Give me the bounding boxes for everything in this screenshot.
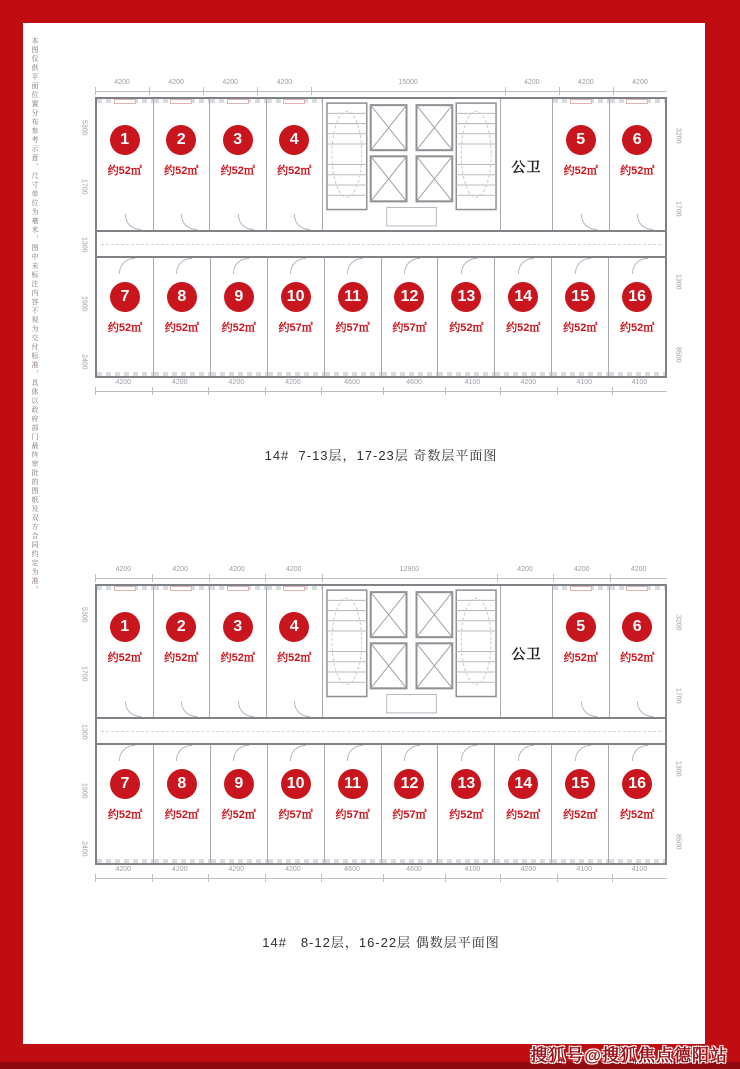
unit-cell: [97, 745, 153, 863]
unit-cell: [552, 586, 609, 717]
dim-label: 4200: [229, 566, 245, 573]
dim-label: 8500: [674, 346, 682, 363]
dim-label: 4200: [228, 866, 245, 873]
unit-area-label: 约52㎡: [107, 809, 143, 821]
unit-cell: [494, 745, 551, 863]
unit-cell: [153, 99, 210, 230]
dim-segment: [208, 868, 265, 882]
vent-mark: [170, 586, 192, 591]
dim-segment: [95, 868, 152, 882]
watermark: 搜狐号@搜狐焦点德阳站: [530, 1046, 728, 1065]
dim-segment: [95, 568, 152, 582]
unit-area-label: 约57㎡: [392, 809, 427, 821]
dim-segment: [497, 568, 554, 582]
dim-label: 4200: [578, 79, 594, 86]
stairs-icon: [456, 590, 496, 696]
dimension-row-bottom: [95, 381, 667, 395]
elevator-core: [322, 99, 500, 230]
dim-label: 4200: [172, 566, 188, 573]
dim-label: 4200: [115, 566, 132, 573]
vent-mark: [626, 99, 648, 104]
unit-number-badge: 9: [224, 282, 254, 312]
elevator-stair-core-drawing: [323, 586, 500, 717]
dimension-row-top: [95, 81, 667, 95]
dim-label: 2400: [80, 353, 88, 370]
dim-label: 4200: [168, 79, 184, 86]
dim-label: 4600: [344, 866, 360, 873]
unit-area-label: 约52㎡: [164, 652, 199, 664]
vent-mark: [283, 99, 305, 104]
unit-area-label: 约57㎡: [278, 322, 313, 334]
unit-area-label: 约52㎡: [220, 165, 255, 177]
dim-label: 4200: [115, 866, 132, 873]
dim-label: 12900: [399, 566, 420, 573]
unit-number-badge: 16: [622, 769, 652, 799]
units-row-top: [97, 99, 665, 232]
unit-number-badge: 15: [565, 282, 595, 312]
unit-area-label: 约52㎡: [563, 322, 598, 334]
unit-area-label: 约52㎡: [506, 809, 541, 821]
unit-cell: [209, 99, 266, 230]
vent-mark: [283, 586, 305, 591]
unit-number-badge: 5: [566, 612, 596, 642]
stairs-icon: [327, 590, 367, 696]
stairs-icon: [327, 103, 367, 209]
unit-area-label: 约52㎡: [164, 809, 199, 821]
plan-caption: 14# 7-13层，17-23层 奇数层平面图: [264, 448, 498, 463]
unit-cell: [267, 745, 324, 863]
dim-label: 4200: [632, 79, 648, 86]
dim-label: 1700: [80, 178, 88, 195]
floorplan-panel: [23, 23, 705, 1044]
unit-cell: [608, 258, 665, 376]
dim-segment: [321, 381, 383, 395]
unit-cell: [267, 258, 324, 376]
unit-number-badge: 7: [110, 282, 140, 312]
dim-segment: [152, 381, 209, 395]
unit-cell: [552, 99, 609, 230]
unit-area-label: 约52㎡: [107, 165, 142, 177]
unit-area-label: 约52㎡: [506, 322, 541, 334]
dim-segment: [95, 381, 152, 395]
unit-number-badge: 8: [167, 769, 197, 799]
unit-number-badge: 2: [166, 612, 196, 642]
dim-label: 4600: [406, 379, 422, 386]
plan-body: [95, 97, 667, 378]
elevator-icon: [416, 592, 452, 688]
dim-label: 2400: [80, 840, 88, 857]
dim-segment: [445, 381, 500, 395]
dim-label: 4200: [285, 379, 301, 386]
dim-segment: [95, 81, 149, 95]
dim-label: 4100: [631, 866, 648, 873]
dim-label: 4200: [172, 379, 188, 386]
unit-cell: [209, 586, 266, 717]
dim-segment: [322, 568, 496, 582]
dim-label: 1300: [674, 760, 682, 777]
dim-label: 4100: [464, 866, 481, 873]
stairs-icon: [456, 103, 496, 209]
unit-cell: [153, 258, 210, 376]
unit-area-label: 约52㎡: [449, 809, 484, 821]
dim-label: 4600: [344, 379, 360, 386]
unit-area-label: 约52㎡: [620, 165, 655, 177]
unit-cell: [97, 99, 153, 230]
dim-label: 15000: [398, 79, 418, 86]
plan-body: [95, 584, 667, 865]
vent-mark: [170, 99, 192, 104]
dim-label: 4200: [520, 379, 537, 386]
dim-segment: [383, 868, 445, 882]
unit-number-badge: 14: [508, 769, 538, 799]
dim-label: 4100: [464, 379, 481, 386]
dim-label: 4200: [517, 566, 533, 573]
corridor: [97, 719, 665, 745]
dim-label: 1700: [80, 665, 88, 682]
dimension-column-right: [672, 99, 684, 391]
unit-area-label: 约52㎡: [107, 322, 143, 334]
dim-segment: [257, 81, 311, 95]
dim-label: 4100: [576, 379, 593, 386]
dim-segment: [613, 81, 667, 95]
disclaimer-vertical-text: 本图仅供平面位置分布参考示意，尺寸单位为毫米，图中未标注内容不视为交付标准，具体以政府部门最终审批的图纸及双方合同约定为准。: [31, 37, 38, 595]
dim-segment: [321, 868, 383, 882]
dim-label: 4200: [276, 79, 293, 86]
vent-mark: [114, 586, 136, 591]
unit-number-badge: 12: [394, 282, 424, 312]
unit-number-badge: 16: [622, 282, 652, 312]
dim-label: 5300: [80, 607, 88, 623]
unit-number-badge: 11: [338, 769, 368, 799]
unit-cell: [210, 745, 267, 863]
dim-segment: [612, 868, 667, 882]
dim-label: 3200: [674, 614, 682, 631]
dim-label: 4200: [630, 566, 647, 573]
floor-plan: [80, 566, 682, 951]
dim-segment: [500, 868, 557, 882]
unit-number-badge: 3: [223, 612, 253, 642]
dim-label: 4200: [115, 379, 132, 386]
dim-segment: [612, 381, 667, 395]
unit-area-label: 约57㎡: [335, 809, 370, 821]
dim-segment: [383, 381, 445, 395]
unit-cell: [437, 745, 494, 863]
unit-cell: [551, 745, 608, 863]
unit-area-label: 约57㎡: [335, 322, 370, 334]
dim-label: 1700: [674, 200, 682, 217]
units-row-bottom: [97, 745, 665, 863]
unit-cell: [210, 258, 267, 376]
unit-area-label: 约52㎡: [619, 809, 655, 821]
unit-area-label: 约57㎡: [278, 809, 313, 821]
dimension-row-bottom: [95, 868, 667, 882]
unit-number-badge: 6: [622, 125, 652, 155]
vent-mark: [114, 99, 136, 104]
dim-segment: [557, 381, 612, 395]
unit-number-badge: 5: [566, 125, 596, 155]
unit-area-label: 约52㎡: [221, 809, 256, 821]
unit-cell: [609, 586, 666, 717]
unit-area-label: 约52㎡: [449, 322, 484, 334]
dim-label: 1300: [80, 237, 88, 253]
dim-label: 5300: [80, 120, 88, 136]
dim-label: 4200: [172, 866, 188, 873]
dimension-column-right: [672, 586, 684, 878]
elevator-stair-core-drawing: [323, 99, 500, 230]
public-restroom-label: 公卫: [511, 159, 542, 175]
unit-number-badge: 12: [394, 769, 424, 799]
dim-segment: [149, 81, 203, 95]
dim-label: 1300: [80, 724, 88, 740]
plans-container: [23, 23, 705, 951]
unit-number-badge: 11: [338, 282, 368, 312]
dim-label: 4100: [631, 379, 648, 386]
dim-label: 4100: [576, 866, 593, 873]
unit-number-badge: 2: [166, 125, 196, 155]
units-row-top: [97, 586, 665, 719]
unit-cell: [266, 99, 323, 230]
unit-number-badge: 13: [451, 282, 481, 312]
unit-number-badge: 7: [110, 769, 140, 799]
unit-area-label: 约52㎡: [277, 165, 312, 177]
vent-mark: [570, 99, 592, 104]
vent-mark: [626, 586, 648, 591]
dimension-row-top: [95, 568, 667, 582]
vent-mark: [570, 586, 592, 591]
unit-number-badge: 15: [565, 769, 595, 799]
unit-cell: [97, 258, 153, 376]
dim-segment: [203, 81, 257, 95]
unit-area-label: 约52㎡: [619, 322, 655, 334]
dim-label: 4200: [222, 79, 239, 86]
unit-number-badge: 10: [281, 282, 311, 312]
lobby-box: [387, 207, 437, 225]
dim-label: 1900: [80, 295, 88, 312]
floor-plan: [80, 79, 682, 464]
corridor: [97, 232, 665, 258]
dim-segment: [265, 568, 322, 582]
dim-label: 3200: [674, 127, 682, 144]
dim-label: 1700: [674, 687, 682, 704]
unit-area-label: 约52㎡: [563, 165, 598, 177]
dim-segment: [610, 568, 667, 582]
elevator-icon: [371, 592, 407, 688]
unit-area-label: 约52㎡: [164, 322, 199, 334]
vent-mark: [227, 586, 249, 591]
unit-area-label: 约52㎡: [563, 652, 598, 664]
dim-segment: [553, 568, 610, 582]
unit-cell: [153, 745, 210, 863]
unit-area-label: 约52㎡: [220, 652, 255, 664]
lobby-box: [387, 694, 437, 712]
unit-number-badge: 1: [110, 125, 140, 155]
elevator-core: [322, 586, 500, 717]
unit-number-badge: 10: [281, 769, 311, 799]
unit-area-label: 约52㎡: [221, 322, 256, 334]
dim-label: 4200: [285, 866, 301, 873]
unit-number-badge: 6: [622, 612, 652, 642]
elevator-icon: [416, 105, 452, 201]
unit-number-badge: 4: [279, 612, 309, 642]
dim-label: 4200: [114, 79, 130, 86]
dim-segment: [265, 868, 322, 882]
unit-number-badge: 8: [167, 282, 197, 312]
dim-segment: [500, 381, 557, 395]
dim-segment: [445, 868, 500, 882]
unit-cell: [609, 99, 666, 230]
dim-segment: [152, 868, 209, 882]
vent-mark: [227, 99, 249, 104]
dim-segment: [505, 81, 559, 95]
dim-label: 1300: [674, 273, 682, 290]
dim-label: 4200: [523, 79, 540, 86]
unit-cell: [97, 586, 153, 717]
unit-number-badge: 9: [224, 769, 254, 799]
unit-cell: [551, 258, 608, 376]
unit-area-label: 约52㎡: [164, 165, 199, 177]
unit-cell: [324, 258, 381, 376]
plan-caption: 14# 8-12层，16-22层 偶数层平面图: [262, 935, 500, 950]
public-restroom: [500, 586, 552, 717]
unit-number-badge: 4: [279, 125, 309, 155]
dim-segment: [209, 568, 266, 582]
unit-area-label: 约52㎡: [277, 652, 312, 664]
units-row-bottom: [97, 258, 665, 376]
elevator-icon: [371, 105, 407, 201]
dimension-column-left: [78, 586, 90, 878]
dim-label: 8500: [674, 833, 682, 850]
unit-cell: [153, 586, 210, 717]
dim-label: 4200: [520, 866, 537, 873]
unit-number-badge: 1: [110, 612, 140, 642]
dim-segment: [152, 568, 209, 582]
unit-cell: [381, 258, 438, 376]
unit-area-label: 约52㎡: [563, 809, 598, 821]
unit-cell: [381, 745, 438, 863]
dim-label: 4600: [406, 866, 422, 873]
dim-segment: [559, 81, 613, 95]
dim-segment: [311, 81, 504, 95]
dim-segment: [557, 868, 612, 882]
unit-cell: [266, 586, 323, 717]
unit-cell: [437, 258, 494, 376]
public-restroom: [500, 99, 552, 230]
unit-cell: [608, 745, 665, 863]
unit-number-badge: 13: [451, 769, 481, 799]
unit-cell: [324, 745, 381, 863]
dimension-column-left: [78, 99, 90, 391]
dim-segment: [208, 381, 265, 395]
dim-label: 1900: [80, 782, 88, 799]
unit-area-label: 约52㎡: [620, 652, 655, 664]
unit-area-label: 约52㎡: [107, 652, 142, 664]
unit-area-label: 约57㎡: [392, 322, 427, 334]
unit-number-badge: 3: [223, 125, 253, 155]
public-restroom-label: 公卫: [511, 646, 542, 662]
dim-label: 4200: [285, 566, 302, 573]
dim-label: 4200: [574, 566, 590, 573]
dim-segment: [265, 381, 322, 395]
unit-cell: [494, 258, 551, 376]
dim-label: 4200: [228, 379, 245, 386]
unit-number-badge: 14: [508, 282, 538, 312]
